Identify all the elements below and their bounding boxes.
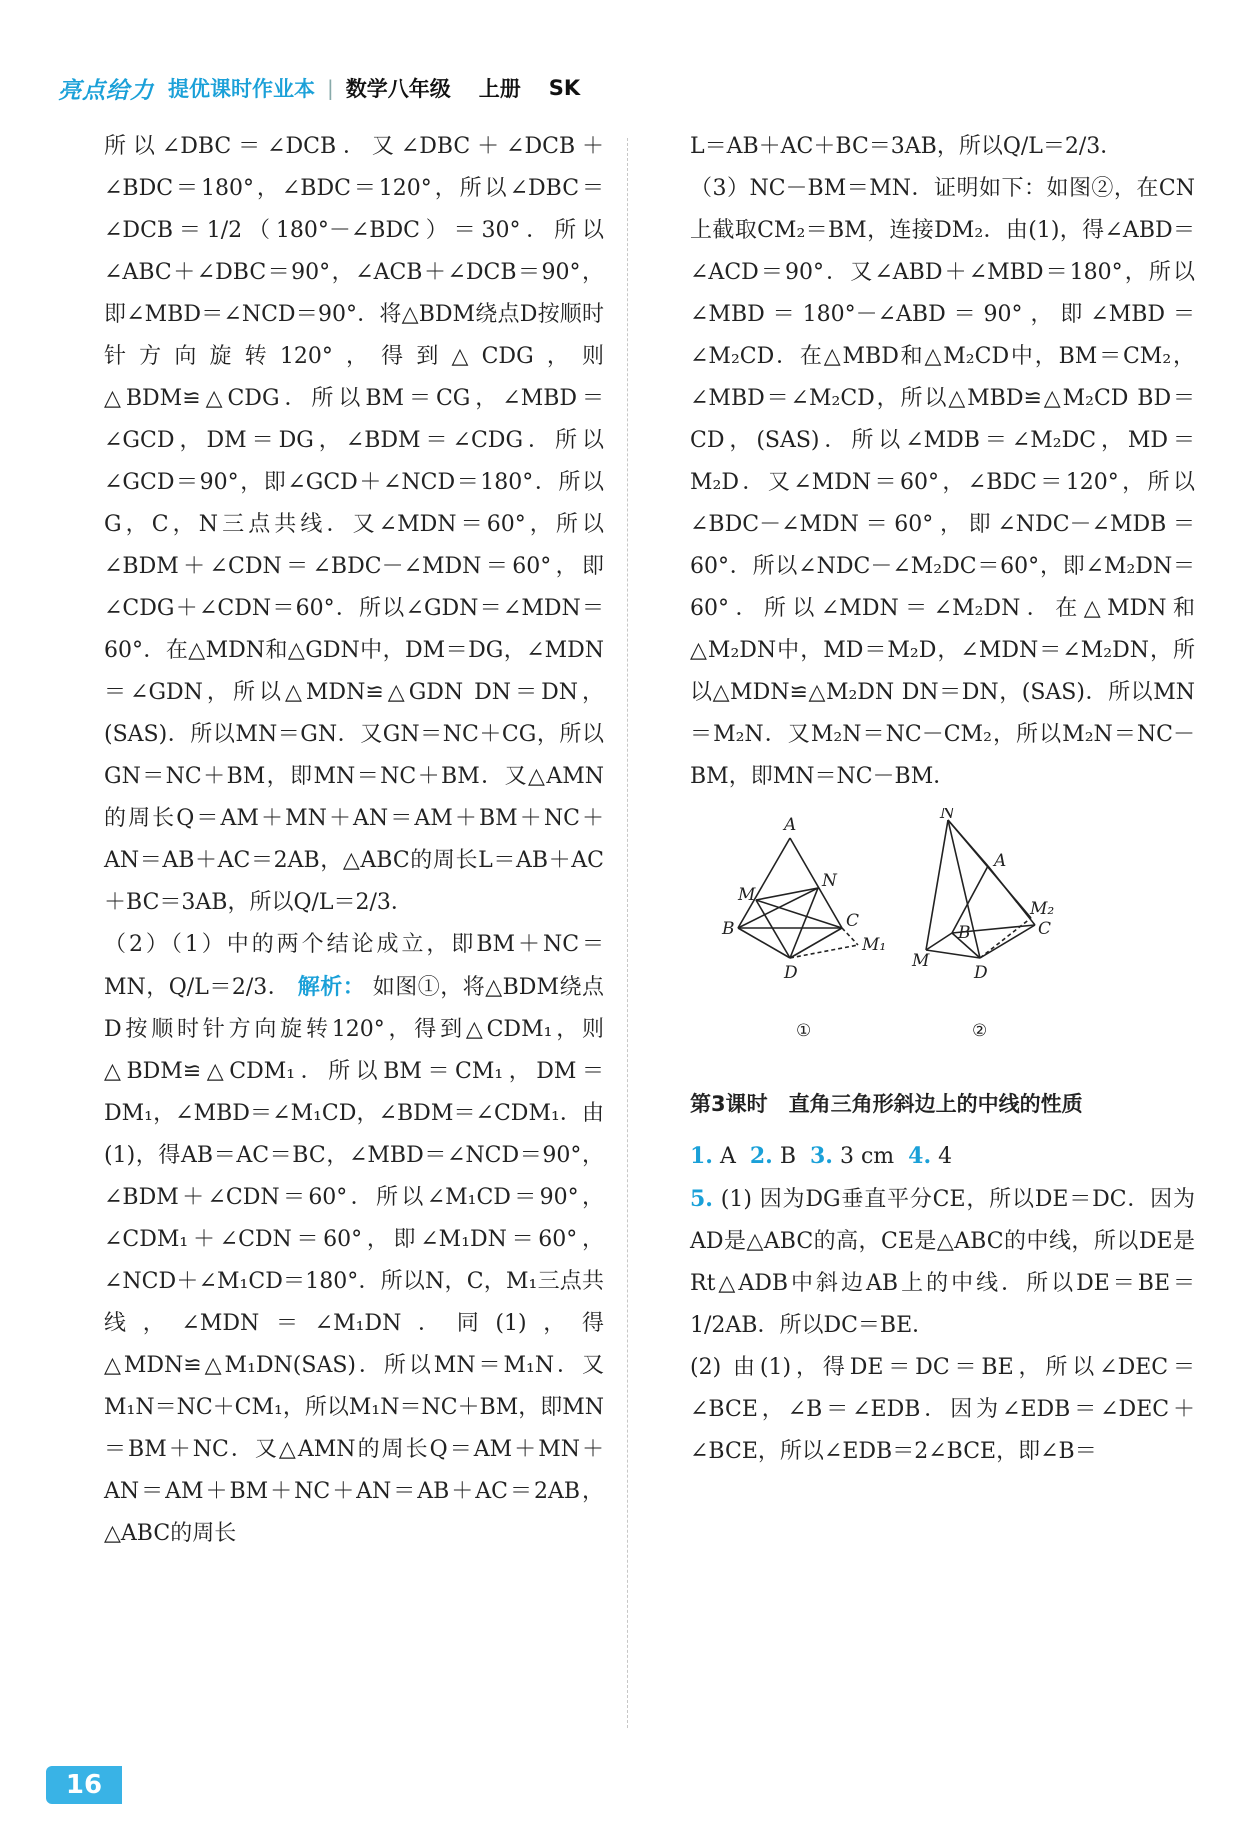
figure-2 [926,820,1035,958]
q1-answer: A [719,1144,736,1169]
figures [690,808,1195,1063]
q2-answer: B [779,1144,796,1169]
q1-number: 1. [690,1143,713,1169]
q4-answer: 4 [938,1144,953,1169]
solution-part-1: 所以∠DBC＝∠DCB．又∠DBC＋∠DCB＋∠BDC＝180°，∠BDC＝120°，所以∠DBC＝∠DCB＝1/2（180°－∠BDC）＝30°．所以∠ABC＋∠DBC＝90°，∠ACB＋∠DCB＝90°，即∠MBD＝∠NCD＝90°．将△BDM绕点D按顺时针方向旋转120°，得到△CDG，则△BDM≌△CDG．所以BM＝CG，∠MBD＝∠GCD，DM＝DG，∠BDM＝∠CDG．所以∠GCD＝90°，即∠GCD＋∠NCD＝180°．所以G，C，N三点共线．又∠MDN＝60°，所以∠BDM＋∠CDN＝∠BDC－∠MDN＝60°，即∠CDG＋∠CDN＝60°．所以∠GDN＝∠MDN＝60°．在△MDN和△GDN中，DM＝DG，∠MDN＝∠GDN，所以△MDN≌△GDN DN＝DN，(SAS)．所以MN＝GN．又GN＝NC＋CG，所以GN＝NC＋BM，即MN＝NC＋BM．又△AMN的周长Q＝AM＋MN＋AN＝AM＋BM＋NC＋AN＝AB＋AC＝2AB，△ABC的周长L＝AB＋AC＋BC＝3AB，所以Q/L＝2/3． [104,134,604,915]
q5-number: 5. [690,1186,713,1212]
answers-line [690,1135,1195,1178]
fig1-caption: ① [796,1021,812,1041]
fig2-label-M2: M₂ [1030,899,1055,919]
fig1-label-A: A [784,815,797,835]
subject-grade: 数学八年级 [345,77,451,101]
fig2-label-D: D [974,963,988,983]
solution-part-2 [104,924,604,1555]
header-divider: | [327,76,334,100]
q5-part-2: (2) 由(1)，得DE＝DC＝BE，所以∠DEC＝∠BCE，∠B＝∠EDB．因为∠EDB＝∠DEC＋∠BCE，所以∠EDB＝2∠BCE，即∠B＝ [690,1355,1195,1464]
part-2-analysis: 如图①，将△BDM绕点D按顺时针方向旋转120°，得到△CDM₁，则△BDM≌△CDM₁．所以BM＝CM₁，DM＝DM₁，∠MBD＝∠M₁CD，∠BDM＝∠CDM₁．由(1)，得AB＝AC＝BC，∠MBD＝∠NCD＝90°，∠BDM＋∠CDN＝60°．所以∠M₁CD＝90°，∠CDM₁＋∠CDN＝60°，即∠M₁DN＝60°，∠NCD＋∠M₁CD＝180°．所以N，C，M₁三点共线，∠MDN＝∠M₁DN．同(1)，得△MDN≌△M₁DN(SAS)．所以MN＝M₁N．又M₁N＝NC＋CM₁，所以M₁N＝NC＋BM，即MN＝BM＋NC．又△AMN的周长Q＝AM＋MN＋AN＝AM＋BM＋NC＋AN＝AB＋AC＝2AB，△ABC的周长 [104,975,605,1546]
analysis-label: 解析： [297,974,366,1000]
fig1-label-M1: M₁ [862,935,887,955]
q4-number: 4. [908,1143,932,1169]
geometry-figures [690,808,1130,1048]
fig2-label-M: M [912,951,930,971]
q5-part-1 [690,1178,1195,1347]
series-title: 提优课时作业本 [168,77,315,101]
fig1-label-N: N [822,871,837,891]
fig1-label-C: C [846,911,860,931]
q3-number: 3. [810,1143,833,1169]
page-header [58,68,580,108]
fig2-label-A: A [994,851,1007,871]
q2-number: 2. [749,1143,773,1169]
q3-answer: 3 cm [839,1144,895,1169]
fig1-label-B: B [722,919,735,939]
volume-label: 上册 [478,77,521,101]
solution-part-3: （3）NC－BM＝MN．证明如下：如图②，在CN上截取CM₂＝BM，连接DM₂．由(1)，得∠ABD＝∠ACD＝90°．又∠ABD＋∠MBD＝180°，所以∠MBD＝180°－∠ABD＝90°，即∠MBD＝∠M₂CD．在△MBD和△M₂CD中，BM＝CM₂，∠MBD＝∠M₂CD，所以△MBD≌△M₂CD BD＝CD，(SAS)．所以∠MDB＝∠M₂DC，MD＝M₂D．又∠MDN＝60°，∠BDC＝120°，所以∠BDC－∠MDN＝60°，即∠NDC－∠MDB＝60°．所以∠NDC－∠M₂DC＝60°，即∠M₂DN＝60°．所以∠MDN＝∠M₂DN．在△MDN和△M₂DN中，MD＝M₂D，∠MDN＝∠M₂DN，所以△MDN≌△M₂DN DN＝DN，(SAS)．所以MN＝M₂N．又M₂N＝NC－CM₂，所以M₂N＝NC－BM，即MN＝NC－BM． [690,176,1195,789]
fig2-label-B: B [958,923,971,943]
brand-logo: 亮点给力 [58,77,154,104]
left-column [104,126,604,1555]
part-2-conclusion: （2）（1）中的两个结论成立，即BM＋NC＝MN，Q/L＝2/3． [104,932,604,1000]
q5-text-1: (1) 因为DG垂直平分CE，所以DE＝DC．因为AD是△ABC的高，CE是△ABC的中线，所以DE是Rt△ADB中斜边AB上的中线．所以DE＝BE＝1/2AB．所以DC＝BE． [690,1187,1195,1338]
fig1-label-D: D [784,963,798,983]
right-column [690,126,1195,1473]
page-number: 16 [46,1766,122,1804]
figure-1 [738,838,858,958]
fig2-caption: ② [972,1021,988,1041]
fig2-label-C: C [1038,919,1052,939]
fig2-label-N: N [940,808,955,823]
column-divider [627,138,628,1728]
version-label: SK [548,76,581,100]
fig1-label-M: M [738,885,756,905]
solution-part-2-end: L＝AB＋AC＋BC＝3AB，所以Q/L＝2/3． [690,134,1123,159]
section-title: 第3课时 直角三角形斜边上的中线的性质 [690,1092,1083,1116]
